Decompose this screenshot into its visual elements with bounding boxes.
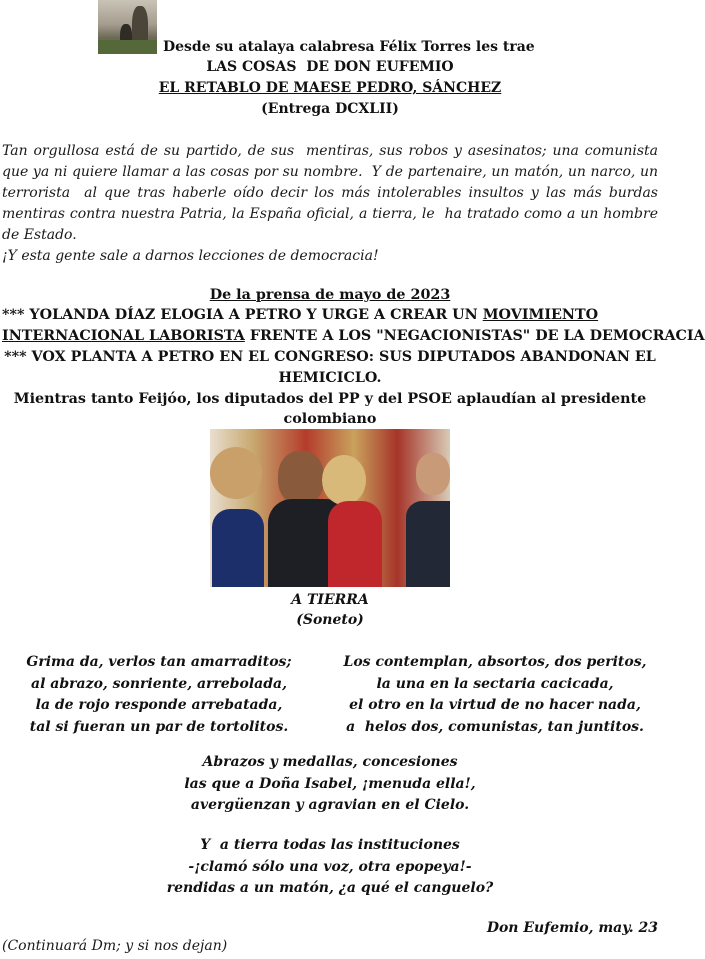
poem-line: Los contemplan, absortos, dos peritos,: [343, 654, 647, 670]
poem-line: el otro en la virtud de no hacer nada,: [349, 697, 641, 713]
stanza-4: [0, 835, 660, 900]
press-item-1-a: *** YOLANDA DÍAZ ELOGIA A PETRO Y URGE A CREAR UN: [2, 307, 483, 323]
poem-line: tal si fueran un par de tortolitos.: [29, 718, 289, 735]
intro-text: [2, 141, 667, 267]
press-item-1-b: MOVIMIENTO: [482, 307, 599, 323]
press-item-1-line-2: [2, 326, 705, 347]
subtitle-text: EL RETABLO DE MAESE PEDRO, SÁNCHEZ: [158, 80, 502, 96]
poem-line: Y a tierra todas las instituciones: [200, 837, 460, 853]
poem-line: -¡clamó sólo una voz, otra epopeya!-: [188, 858, 472, 875]
stanza-2: [335, 652, 655, 738]
poem-line: Abrazos y medallas, concesiones: [202, 754, 458, 770]
series-title-text: LAS COSAS DE DON EUFEMIO: [206, 59, 454, 75]
press-item-2-line-2: HEMICICLO.: [278, 370, 382, 386]
press-note: Mientras tanto Feijóo, los diputados del PP y del PSOE aplaudían al presidente: [13, 391, 647, 407]
poem-form: (Soneto): [296, 612, 364, 628]
poem-line: al abrazo, sonriente, arrebolada,: [31, 675, 287, 692]
byline: Desde su atalaya calabresa Félix Torres les trae: [163, 39, 535, 55]
news-photo: [210, 429, 450, 587]
continues-note: (Continuará Dm; y si nos dejan): [2, 938, 228, 954]
intro-paragraph: Tan orgullosa está de su partido, de sus mentiras, sus robos y asesinatos; una comunista que ya ni quiere llamar a las cosas por su nombre. Y de partenaire, un matón, un narco, un terrorista al que tras haberle oído decir los más intolerables insultos y las más burdas mentiras contra nuestra Patria, la España oficial, a tierra, le ha tratado como a un hombre de Estado.: [2, 143, 667, 243]
press-heading: [0, 285, 660, 306]
intro-closing: ¡Y esta gente sale a darnos lecciones de democracia!: [2, 248, 379, 264]
stanza-1: [0, 652, 318, 738]
signature: Don Eufemio, may. 23: [486, 920, 658, 936]
author-photo: [98, 0, 157, 54]
press-item-1-c: INTERNACIONAL LABORISTA: [2, 328, 245, 344]
press-item-1: [2, 305, 660, 326]
press-heading-text: De la prensa de mayo de 2023: [209, 287, 451, 303]
poem-line: Grima da, verlos tan amarraditos;: [26, 654, 292, 670]
press-item-1-d: FRENTE A LOS "NEGACIONISTAS" DE LA DEMOCRACIA: [244, 328, 705, 344]
poem-line: a helos dos, comunistas, tan juntitos.: [346, 718, 644, 735]
poem-line: avergüenzan y agravian en el Cielo.: [190, 797, 470, 813]
stanza-3: [0, 752, 660, 817]
poem-title: A TIERRA: [291, 592, 369, 608]
poem-line: las que a Doña Isabel, ¡menuda ella!,: [184, 775, 476, 792]
poem-line: la una en la sectaria cacicada,: [376, 675, 614, 692]
press-item-2: *** VOX PLANTA A PETRO EN EL CONGRESO: SUS DIPUTADOS ABANDONAN EL: [4, 349, 656, 365]
installment: (Entrega DCXLII): [261, 101, 399, 117]
series-title: [0, 58, 660, 77]
poem-line: rendidas a un matón, ¿a qué el canguelo?: [166, 880, 494, 896]
poem-line: la de rojo responde arrebatada,: [35, 697, 283, 713]
subtitle: [0, 79, 660, 98]
press-note-line-2: colombiano: [283, 411, 377, 427]
